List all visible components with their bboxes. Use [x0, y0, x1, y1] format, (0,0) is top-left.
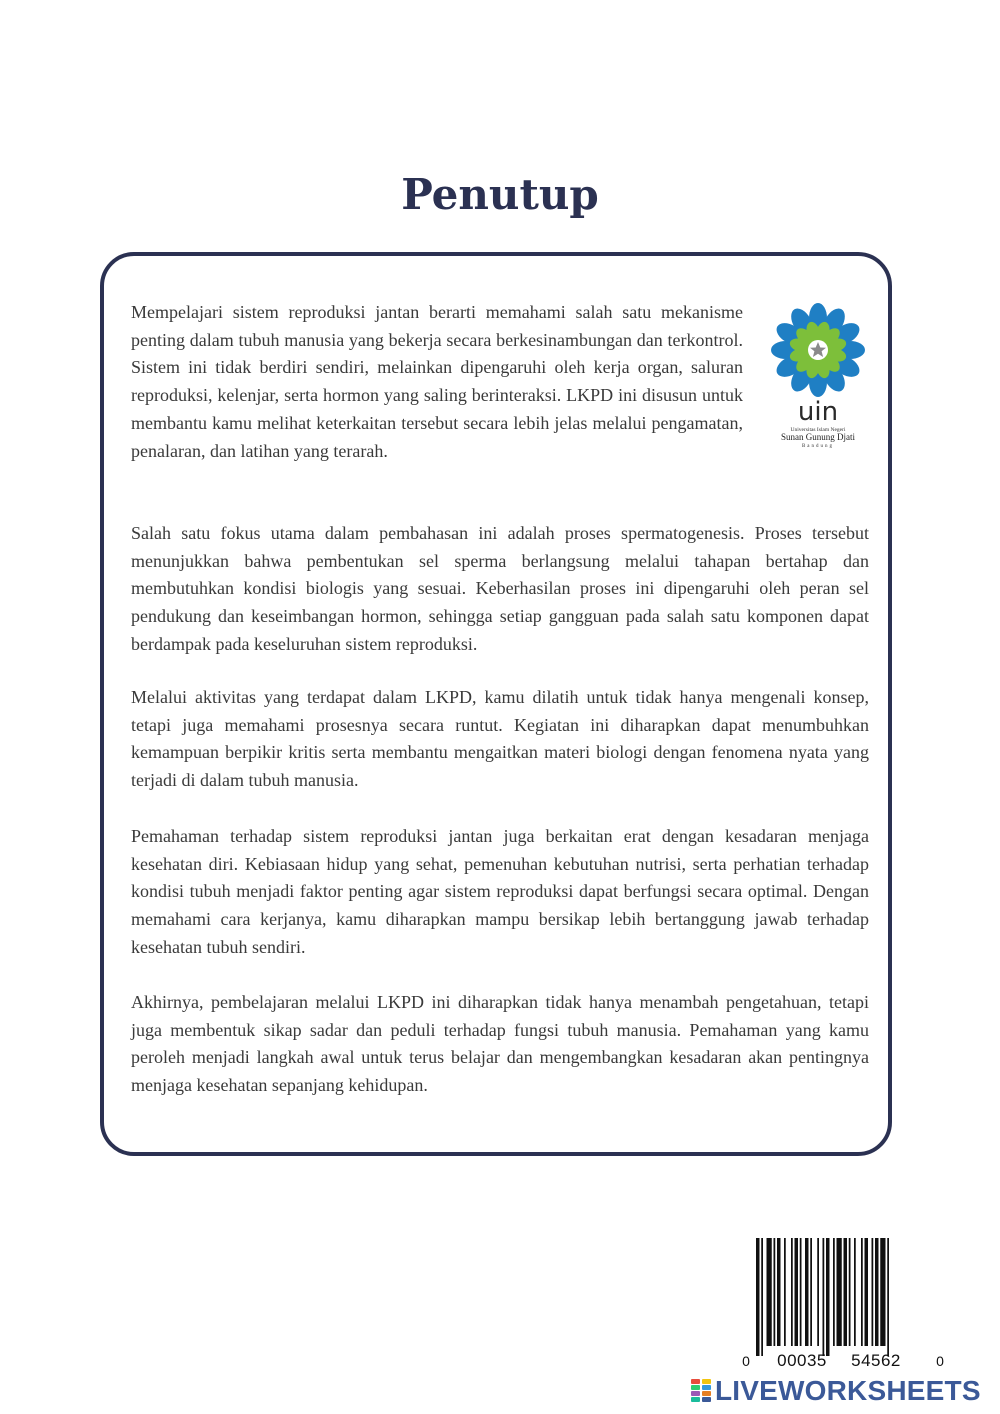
- barcode-bars: [756, 1238, 889, 1356]
- liveworksheets-brand[interactable]: [690, 1373, 981, 1409]
- barcode-bar: [887, 1238, 889, 1356]
- logo-line-2: Sunan Gunung Djati: [781, 432, 855, 442]
- paragraph-3: Melalui aktivitas yang terdapat dalam LKPD, kamu dilatih untuk tidak hanya mengenali konsep, tetapi juga memahami prosesnya secara runtut. Kegiatan ini diharapkan dapat menumbuhkan kemampuan berpikir kritis serta membantu mengaitkan materi biologi dengan fenomena nyata yang terjadi di dalam tubuh manusia.: [131, 687, 869, 791]
- logo-line-3: Bandung: [801, 444, 835, 449]
- logo-line-1: Universitas Islam Negeri: [790, 427, 846, 433]
- barcode-bar: [837, 1238, 842, 1346]
- barcode-bar: [777, 1238, 781, 1346]
- barcode-group-2: 54562: [851, 1351, 901, 1370]
- barcode-group-1: 00035: [777, 1351, 827, 1370]
- barcode-bar: [872, 1238, 874, 1346]
- barcode-bar: [810, 1238, 812, 1346]
- barcode-bar: [823, 1238, 825, 1356]
- barcode-bar: [844, 1238, 848, 1346]
- barcode-bar: [865, 1238, 869, 1346]
- barcode-bar: [791, 1238, 793, 1346]
- barcode-bar: [761, 1238, 763, 1356]
- barcode-check-digit: 0: [936, 1353, 944, 1369]
- barcode-bar: [805, 1238, 809, 1346]
- barcode-bar: [880, 1238, 885, 1346]
- barcode-lead-digit: 0: [742, 1353, 750, 1369]
- barcode-bar: [767, 1238, 772, 1346]
- page-title: Penutup: [401, 170, 599, 219]
- barcode: [740, 1234, 950, 1374]
- uin-logo: [762, 298, 874, 450]
- barcode-bar: [849, 1238, 851, 1346]
- barcode-bar: [756, 1238, 760, 1356]
- barcode-bar: [817, 1238, 819, 1346]
- liveworksheets-icon: [690, 1378, 712, 1404]
- barcode-bar: [875, 1238, 879, 1346]
- paragraph-2: Salah satu fokus utama dalam pembahasan ini adalah proses spermatogenesis. Proses tersebut menunjukkan bahwa pembentukan sel sperma berlangsung melalui tahapan bertahap dan membutuhkan kondisi biologis yang sesuai. Keberhasilan proses ini dipengaruhi oleh peran sel pendukung dan keseimbangan hormon, sehingga setiap gangguan pada salah satu komponen dapat berdampak pada keseluruhan sistem reproduksi.: [131, 523, 869, 654]
- barcode-bar: [784, 1238, 786, 1346]
- barcode-bar: [800, 1238, 802, 1346]
- logo-wordmark: uin: [797, 397, 839, 427]
- barcode-bar: [826, 1238, 830, 1356]
- paragraph-5: Akhirnya, pembelajaran melalui LKPD ini diharapkan tidak hanya menambah pengetahuan, tetapi juga membentuk sikap sadar dan peduli terhadap fungsi tubuh manusia. Pemahaman yang kamu peroleh menjadi langkah awal untuk terus belajar dan mengembangkan kesadaran akan pentingnya menjaga kesehatan sepanjang kehidupan.: [131, 992, 869, 1096]
- paragraph-1: Mempelajari sistem reproduksi jantan berarti memahami salah satu mekanisme penting dalam tubuh manusia yang bekerja secara berkesinambungan dan terkontrol. Sistem ini tidak berdiri sendiri, melainkan dipengaruhi oleh kerja organ, saluran reproduksi, kelenjar, serta hormon yang saling berinteraksi. LKPD ini disusun untuk membantu kamu melihat keterkaitan tersebut secara lebih jelas melalui pengamatan, penalaran, dan latihan yang terarah.: [131, 302, 743, 461]
- liveworksheets-wordmark: LIVEWORKSHEETS: [715, 1375, 981, 1406]
- barcode-bar: [854, 1238, 856, 1346]
- barcode-bar: [833, 1238, 835, 1346]
- paragraph-4: Pemahaman terhadap sistem reproduksi jantan juga berkaitan erat dengan kesadaran menjaga kesehatan diri. Kebiasaan hidup yang sehat, pemenuhan kebutuhan nutrisi, serta perhatian terhadap kondisi tubuh menjadi faktor penting agar sistem reproduksi dapat berfungsi secara optimal. Dengan memahami cara kerjanya, kamu diharapkan mampu bersikap lebih bertanggung jawab terhadap kesehatan tubuh sendiri.: [131, 826, 869, 957]
- barcode-bar: [861, 1238, 863, 1346]
- barcode-bar: [774, 1238, 776, 1346]
- barcode-bar: [795, 1238, 799, 1346]
